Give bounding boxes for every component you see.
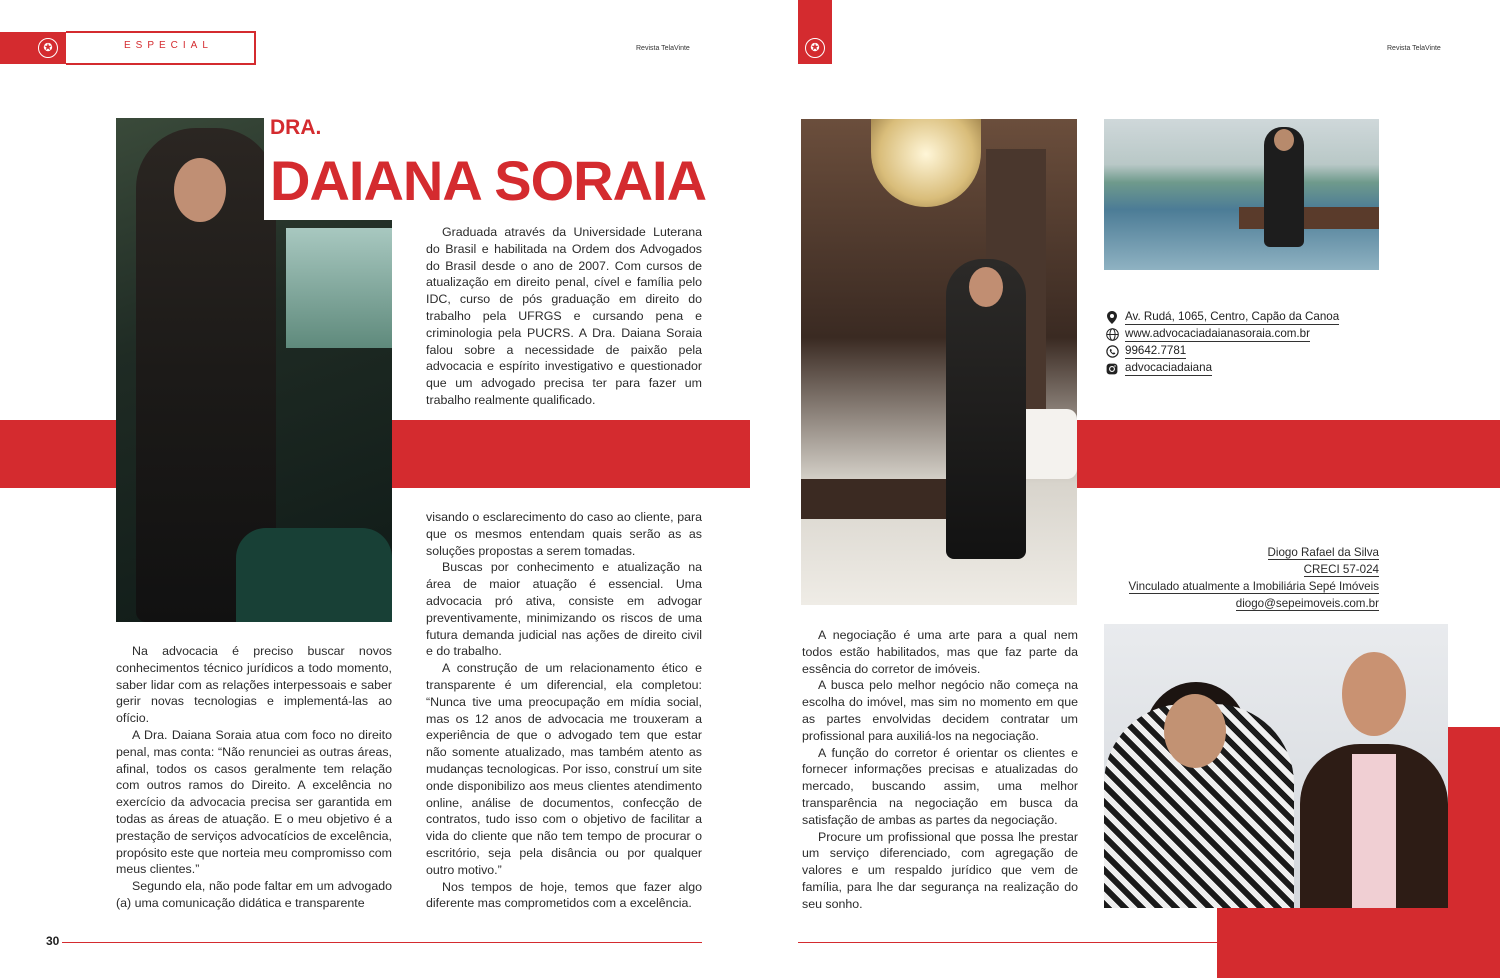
whatsapp-icon bbox=[1105, 345, 1119, 359]
paragraph: A construção de um relacionamento ético e transparente é um diferencial, ela completou: “Nunca tive uma preocupação em mídia social, mas os 12 anos de advocacia me trouxeram a experiência de que o advogado tem que estar não somente atualizado, mas também atento as mudanças tecnologicas. Por isso, construí um site onde disponibilizo aos meus clientes atendimento online, análise de documentos, confecção de contratos, tudo isso com o objetivo de facilitar a vida do cliente que não tem tempo de procurar o escritório, seja pela disância ou por qualquer outro motivo.” bbox=[426, 661, 702, 877]
red-band bbox=[392, 420, 750, 488]
magazine-name-left: Revista TelaVinte bbox=[636, 45, 690, 52]
paragraph: Na advocacia é preciso buscar novos conhecimentos técnico jurídicos a todo momento, saber lidar com as relações interpessoais e saber gerir novas tecnologias e implementá-las ao ofício. bbox=[116, 644, 392, 726]
contact-list bbox=[1105, 309, 1339, 377]
paragraph: Buscas por conhecimento e atualização na área de maior atuação é essencial. Uma advocacia pró ativa, consiste em advogar preventivamente, minimizando os riscos de uma futura demanda judicial nas ações de direito civil e do trabalho. bbox=[426, 560, 702, 659]
column-b bbox=[426, 509, 702, 912]
location-pin-icon bbox=[1105, 311, 1119, 325]
address-text: Av. Rudá, 1065, Centro, Capão da Canoa bbox=[1125, 310, 1340, 323]
header-tab-left bbox=[0, 32, 66, 64]
paragraph: A negociação é uma arte para a qual nem todos estão habilitados, mas que faz parte da essência do corretor de imóveis. bbox=[802, 628, 1078, 676]
broker-affiliation: Vinculado atualmente a Imobiliária Sepé Imóveis bbox=[1128, 580, 1379, 593]
paragraph: visando o esclarecimento do caso ao cliente, para que os mesmos entendam quais serão as as soluções propostas a serem tomadas. bbox=[426, 510, 702, 558]
paragraph: A Dra. Daiana Soraia atua com foco no direito penal, mas conta: “Não renunciei as outras áreas, afinal, todos os casos geralmente tem relação com outros ramos do Direito. A excelência no exercício da advocacia precisa ser garantida em todas as áreas de atuação. E o meu objetivo é a prestação de serviços advocatícios de excelência, propósito este que norteia meu compromisso com meus clientes.” bbox=[116, 727, 392, 877]
column-a bbox=[116, 643, 392, 912]
paragraph: Graduada através da Universidade Luterana do Brasil e habilitada na Ordem dos Advogados do Brasil desde o ano de 2007. Com cursos de atualização em direito penal, cível e família pelo IDC, curso de pós graduação em direito do trabalho pela UFRGS e cursando pena e criminologia pela PUCRS. A Dra. Daiana Soraia falou sobre a necessidade de paixão pela advocacia e espírito investigativo e questionador que um advogado precisa ter para fazer um trabalho realmente qualificado. bbox=[426, 225, 702, 407]
page-number: 30 bbox=[46, 934, 60, 948]
instagram-icon bbox=[1105, 362, 1119, 376]
column-c bbox=[802, 627, 1078, 913]
phone-text[interactable]: 99642.7781 bbox=[1125, 344, 1187, 357]
paragraph: Segundo ela, não pode faltar em um advogado (a) uma comunicação didática e transparente bbox=[116, 879, 392, 910]
page-title: DAIANA SORAIA bbox=[270, 149, 707, 212]
paragraph: A função do corretor é orientar os clientes e fornecer informações precisas e atualizadas do mercado, buscando assim, uma melhor transparência na negociação em busca da satisfação de ambas as partes da negociação. bbox=[802, 745, 1078, 827]
magazine-name-right: Revista TelaVinte bbox=[1387, 45, 1441, 52]
paragraph: A busca pelo melhor negócio não começa na escolha do imóvel, mas sim no momento em que as partes envolvidas decidem contratar um profissional para auxiliá-los na negociação. bbox=[802, 678, 1078, 743]
star-icon: ✪ bbox=[805, 38, 825, 58]
living-room-photo bbox=[801, 119, 1077, 605]
title-prefix: DRA. bbox=[270, 116, 322, 139]
globe-icon bbox=[1105, 328, 1119, 342]
star-icon: ✪ bbox=[38, 38, 58, 58]
broker-info bbox=[1129, 544, 1379, 612]
section-label: ESPECIAL bbox=[124, 40, 213, 51]
pool-photo bbox=[1104, 119, 1379, 270]
broker-creci: CRECI 57-024 bbox=[1303, 563, 1379, 576]
footer-rule bbox=[798, 942, 1218, 943]
footer-rule bbox=[62, 942, 702, 943]
duo-photo bbox=[1104, 624, 1448, 908]
website-link[interactable]: www.advocaciadaianasoraia.com.br bbox=[1125, 327, 1310, 340]
red-band bbox=[1077, 420, 1500, 488]
header-tab-right bbox=[798, 0, 832, 64]
broker-name: Diogo Rafael da Silva bbox=[1267, 546, 1379, 559]
red-band bbox=[0, 420, 116, 488]
intro-text bbox=[426, 224, 702, 409]
paragraph: Procure um profissional que possa lhe prestar um serviço diferenciado, com agregação de valores e um respaldo jurídico que vem de família, para lhe dar segurança na realização do seu sonho. bbox=[802, 829, 1078, 911]
broker-email[interactable]: diogo@sepeimoveis.com.br bbox=[1235, 597, 1379, 610]
instagram-handle[interactable]: advocaciadaiana bbox=[1125, 361, 1213, 374]
paragraph: Nos tempos de hoje, temos que fazer algo diferente mas comprometidos com a excelência. bbox=[426, 879, 702, 911]
